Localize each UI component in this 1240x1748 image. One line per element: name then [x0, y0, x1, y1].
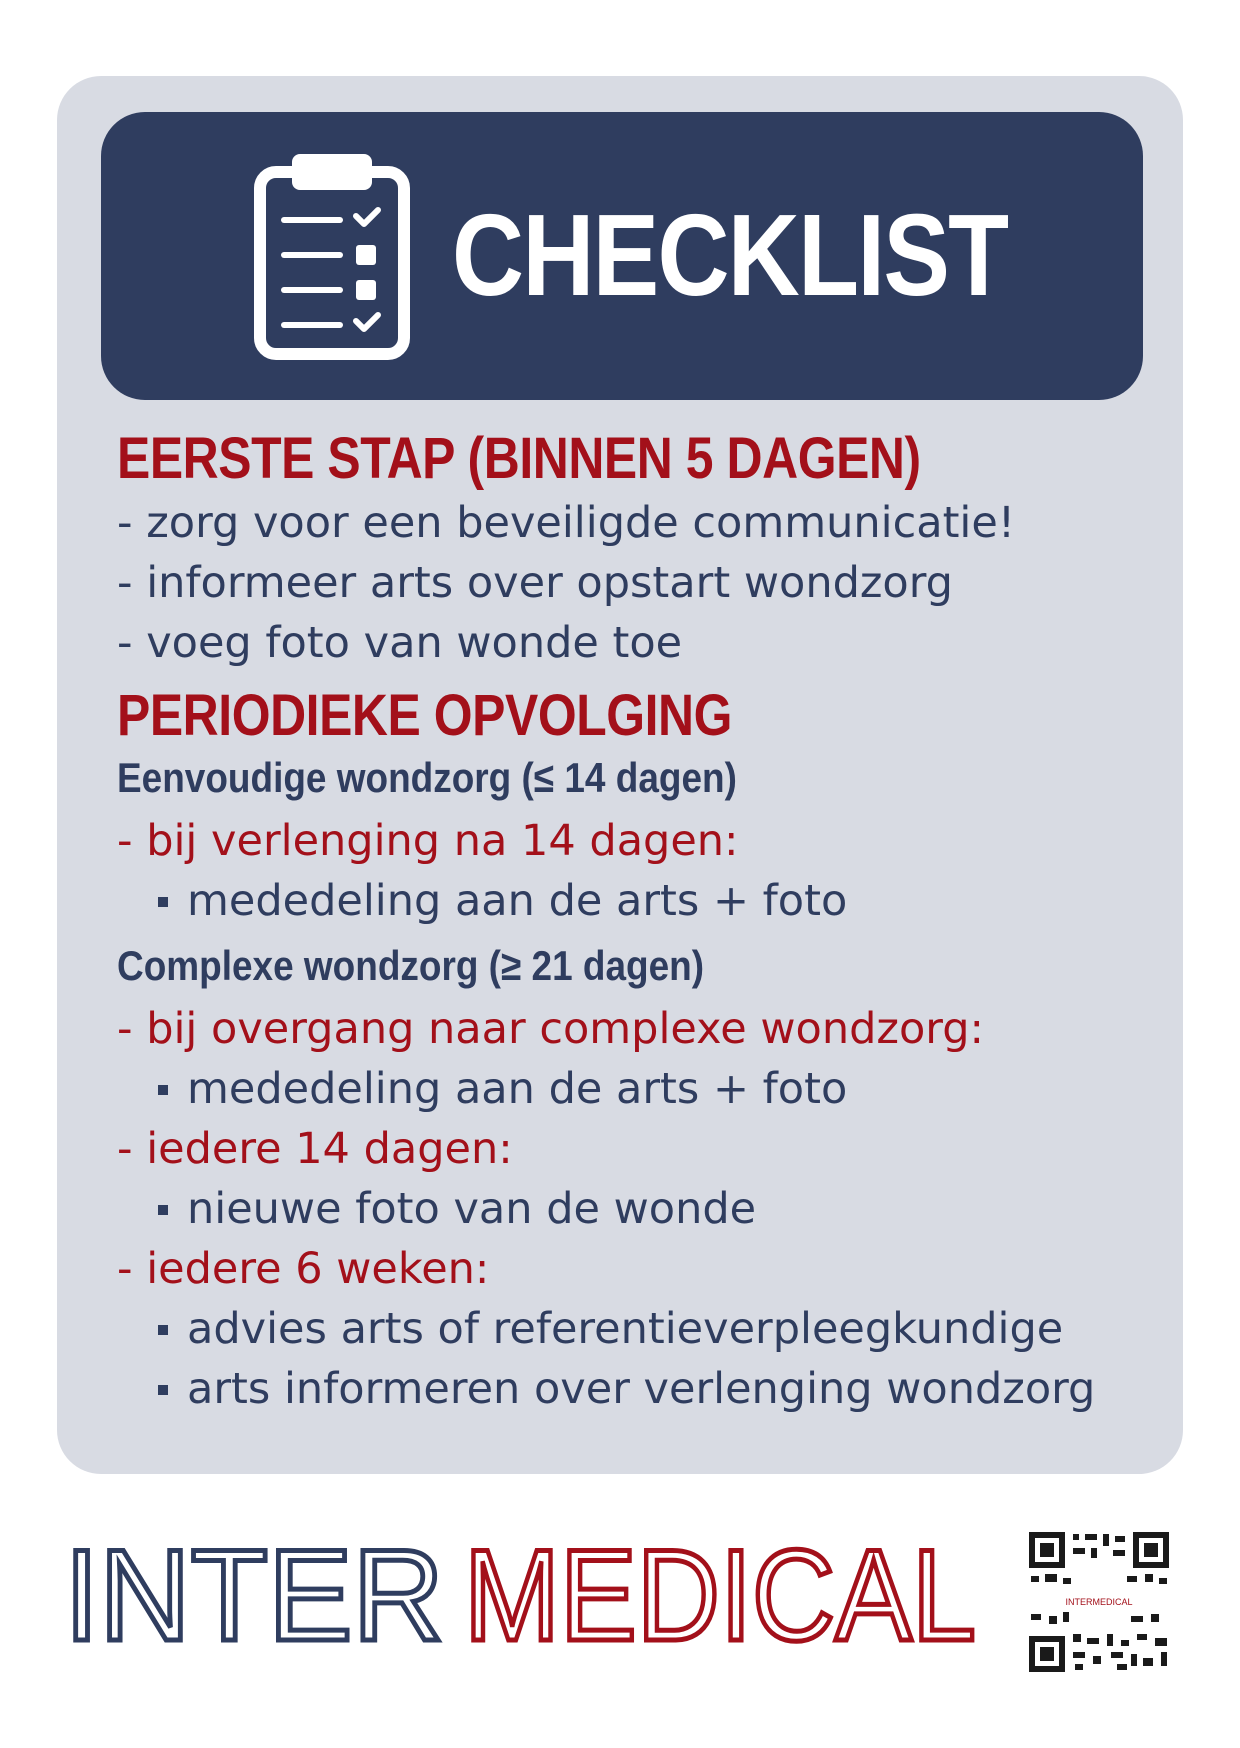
section-title-eerste-stap: EERSTE STAP (BINNEN 5 DAGEN)	[117, 426, 921, 491]
complex-list-3	[117, 1239, 1167, 1299]
list-item-text: mededeling aan de arts + foto	[187, 1064, 848, 1114]
list-item	[117, 871, 1167, 931]
list-item-text: advies arts of referentieverpleegkundige	[187, 1304, 1064, 1354]
list-item	[117, 1299, 1167, 1359]
list-item: - iedere 14 dagen:	[117, 1119, 1167, 1179]
list-item: - bij overgang naar complexe wondzorg:	[117, 999, 1167, 1059]
complex-list-2	[117, 1119, 1167, 1179]
eenvoudig-list	[117, 811, 1167, 871]
list-item: - bij verlenging na 14 dagen:	[117, 811, 1167, 871]
section-title-periodieke-opvolging: PERIODIEKE OPVOLGING	[117, 683, 733, 748]
list-item-text: arts informeren over verlenging wondzorg	[187, 1364, 1096, 1414]
clipboard-checklist-icon	[252, 150, 412, 362]
complex-sublist-1	[117, 1059, 1167, 1119]
checklist-content	[117, 425, 1167, 1419]
complex-list-1	[117, 999, 1167, 1059]
eenvoudig-sublist	[117, 871, 1167, 931]
list-item	[117, 1059, 1167, 1119]
list-item: - voeg foto van wonde toe	[117, 613, 1167, 673]
brand-inter: INTER	[64, 1522, 444, 1668]
intermedical-logo	[64, 1522, 984, 1668]
list-item: - informeer arts over opstart wondzorg	[117, 553, 1167, 613]
complex-sublist-2	[117, 1179, 1167, 1239]
subtitle-complexe-wondzorg: Complexe wondzorg (≥ 21 dagen)	[117, 942, 705, 989]
list-item	[117, 1359, 1167, 1419]
eerste-stap-list	[117, 493, 1167, 673]
qr-code[interactable]	[1027, 1530, 1171, 1674]
list-item-text: nieuwe foto van de wonde	[187, 1184, 757, 1234]
qr-label: INTERMEDICAL	[1065, 1597, 1133, 1607]
page-title: CHECKLIST	[452, 190, 1008, 320]
brand-medical: MEDICAL	[464, 1522, 976, 1668]
subtitle-eenvoudige-wondzorg: Eenvoudige wondzorg (≤ 14 dagen)	[117, 754, 737, 801]
list-item-text: mededeling aan de arts + foto	[187, 876, 848, 926]
complex-sublist-3	[117, 1299, 1167, 1419]
list-item: - iedere 6 weken:	[117, 1239, 1167, 1299]
list-item: - zorg voor een beveiligde communicatie!	[117, 493, 1167, 553]
list-item	[117, 1179, 1167, 1239]
